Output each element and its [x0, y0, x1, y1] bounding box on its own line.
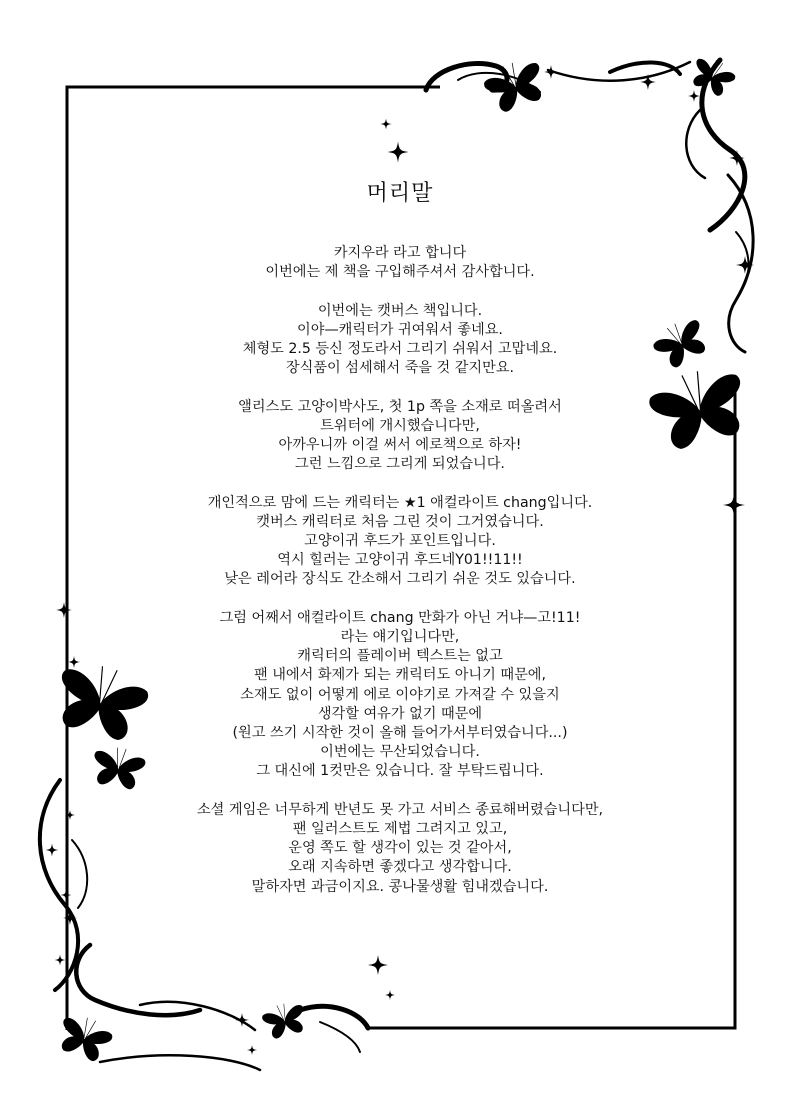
paragraph: [0, 801, 800, 897]
text-line: 라는 얘기입니다만,: [340, 629, 460, 645]
text-line: 낮은 레어라 장식도 간소해서 그리기 쉬운 것도 있습니다.: [224, 571, 576, 588]
text-line: 소셜 게임은 너무하게 반년도 못 가고 서비스 종료해버렸습니다만,: [196, 801, 604, 818]
text-line: 소재도 없이 어떻게 에로 이야기로 가져갈 수 있을지: [240, 686, 560, 703]
paragraph: [0, 494, 800, 590]
text-line: 역시 힐러는 고양이귀 후드네Y01!!11!!: [277, 552, 523, 569]
text-line: 말하자면 과금이지요. 콩나물생활 힘내겠습니다.: [251, 878, 549, 895]
paragraph: [0, 302, 800, 379]
text-line: 트위터에 개시했습니다만,: [320, 417, 480, 434]
text-line: 이번에는 캣버스 책입니다.: [317, 302, 483, 319]
text-line: 이번에는 제 책을 구입해주셔서 감사합니다.: [265, 264, 535, 281]
text-line: 앨리스도 고양이박사도, 첫 1p 쪽을 소재로 떠올려서: [238, 398, 562, 415]
text-line: 팬 내에서 화제가 되는 캐릭터도 아니기 때문에,: [254, 667, 546, 684]
text-line: 그런 느낌으로 그리게 되었습니다.: [295, 456, 505, 473]
paragraph: [0, 244, 800, 282]
text-line: 이번에는 무산되었습니다.: [320, 744, 480, 761]
text-line: (원고 쓰기 시작한 것이 올해 들어가서부터였습니다...): [232, 725, 568, 742]
text-line: 체형도 2.5 등신 정도라서 그리기 쉬워서 고맙네요.: [242, 341, 558, 357]
preface-body: [0, 244, 800, 916]
text-line: 아까우니까 이걸 써서 에로책으로 하자!: [278, 437, 522, 453]
text-line: 오래 지속하면 좋겠다고 생각합니다.: [288, 859, 512, 876]
text-line: 그 대신에 1컷만은 있습니다. 잘 부탁드립니다.: [256, 763, 544, 780]
text-line: 장식품이 섬세해서 죽을 것 같지만요.: [285, 360, 515, 377]
text-line: 개인적으로 맘에 드는 캐릭터는 ★1 애컬라이트 chang입니다.: [207, 494, 593, 511]
text-line: 생각할 여유가 없기 때문에: [317, 705, 483, 722]
text-line: 팬 일러스트도 제법 그려지고 있고,: [292, 821, 508, 838]
text-line: 캐릭터의 플레이버 텍스트는 없고: [297, 648, 503, 665]
text-line: 캣버스 캐릭터로 처음 그린 것이 그거였습니다.: [256, 513, 544, 530]
page-title: 머리말: [366, 181, 434, 206]
text-line: 운영 쪽도 할 생각이 있는 것 같아서,: [288, 840, 512, 857]
paragraph: [0, 398, 800, 475]
text-line: 고양이귀 후드가 포인트입니다.: [304, 533, 496, 549]
paragraph: [0, 609, 800, 782]
text-line: 이야—캐릭터가 귀여워서 좋네요.: [297, 321, 503, 338]
text-line: 그럼 어째서 애컬라이트 chang 만화가 아닌 거냐—고!11!: [219, 609, 581, 626]
text-line: 카지우라 라고 합니다: [333, 245, 467, 261]
